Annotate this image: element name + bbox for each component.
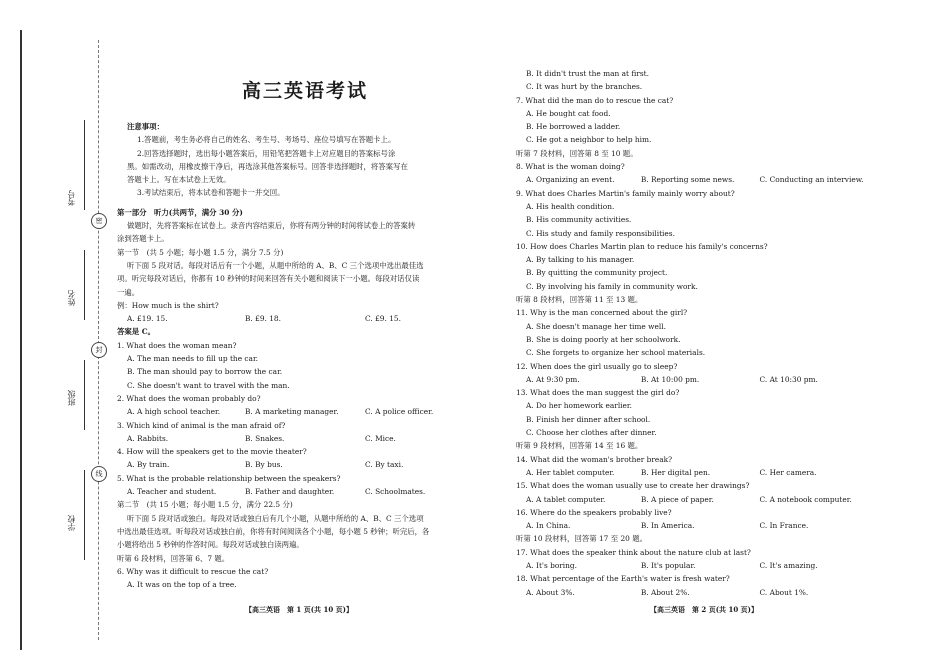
right-column [516,67,886,599]
material-heading: 听第 8 段材料，回答第 11 至 13 题。 [516,295,643,305]
option: A. The man needs to fill up the car. [127,354,259,364]
options-row [516,493,886,506]
question-14: 14. What did the woman's brother break? [516,454,673,464]
sidebar-rule [84,250,85,320]
option: A. It's boring. [526,560,578,570]
option: B. Snakes. [245,433,285,443]
option: C. £9. 15. [365,314,401,324]
options-row [516,466,886,479]
option: A. A tablet computer. [526,494,606,504]
option: B. His community activities. [526,215,632,225]
seal-mark: 密 [91,213,107,229]
question-5: 5. What is the probable relationship between the speakers? [117,473,341,483]
options-row [117,458,495,471]
option: C. At 10:30 pm. [759,374,818,384]
question-3: 3. Which kind of animal is the man afraid of? [117,420,286,430]
option: B. Reporting some news. [640,175,735,185]
material-heading: 听第 9 段材料，回答第 14 至 16 题。 [516,441,643,451]
exam-title: 高三英语考试 [241,80,368,102]
option: C. A notebook computer. [759,494,852,504]
option: C. Mice. [365,433,396,443]
option: A. Teacher and student. [127,487,217,497]
option: C. Conducting an interview. [759,175,864,185]
note-item: 黑。如需改动，用橡皮擦干净后，再选涂其他答案标号。回答非选择题时，将答案写在 [127,161,408,171]
section2-heading: 第二节 (共 15 小题；每小题 1.5 分，满分 22.5 分) [117,500,293,510]
binding-line [20,30,22,650]
option: A. Organizing an event. [526,175,615,185]
question-4: 4. How will the speakers get to the movie theater? [117,447,307,457]
options-row [516,559,886,572]
question-16: 16. Where do the speakers probably live? [516,507,672,517]
sidebar-label-name: 姓名 [67,290,76,306]
note-item: 1.答题前，考生务必将自己的姓名、考生号、考场号、座位号填写在答题卡上。 [137,135,396,145]
material-heading: 听第 6 段材料，回答第 6、7 题。 [117,553,230,563]
section2-intro: 听下面 5 段对话或独白。每段对话或独白后有几个小题，从题中所给的 A、B、C 三个选项 [127,513,424,523]
option: A. By talking to his manager. [526,255,635,265]
option: B. At 10:00 pm. [640,374,700,384]
question-12: 12. When does the girl usually go to sleep? [516,361,678,371]
section2-intro: 中选出最佳选项。听每段对话或独白前，你将有时间阅读各个小题，每小题 5 秒钟；听完后，各 [117,526,430,536]
option: B. £9. 18. [245,314,281,324]
seal-cut-line [98,40,99,640]
question-8: 8. What is the woman doing? [516,162,625,172]
example-question: 例：How much is the shirt? [117,300,219,310]
material-heading: 听第 7 段材料，回答第 8 至 10 题。 [516,148,638,158]
notes-heading: 注意事项： [127,122,164,131]
left-column [117,120,495,591]
question-17: 17. What does the speaker think about the nature club at last? [516,547,751,557]
option: B. A piece of paper. [640,494,714,504]
option: B. A marketing manager. [245,407,339,417]
part1-intro: 涂到答题卡上。 [117,234,169,244]
page-footer-right: 【高三英语 第 2 页(共 10 页)】 [650,605,758,614]
option: C. In France. [759,521,809,531]
sidebar-label-school: 学校 [67,515,76,531]
option: A. She doesn't manage her time well. [526,321,666,331]
options-row [117,485,495,498]
option: A. Do her homework earlier. [526,401,632,411]
option: C. Choose her clothes after dinner. [526,428,657,438]
option: A. Her tablet computer. [526,467,615,477]
material-heading: 听第 10 段材料，回答第 17 至 20 题。 [516,534,647,544]
option: C. She forgets to organize her school materials. [526,348,706,358]
option: C. He got a neighbor to help him. [526,135,652,145]
option: B. It's popular. [640,560,696,570]
example-answer: 答案是 C。 [117,327,156,337]
option: C. His study and family responsibilities. [526,228,675,238]
option: A. About 3%. [526,587,575,597]
example-options [117,312,495,325]
page-footer-left: 【高三英语 第 1 页(共 10 页)】 [245,605,353,614]
note-item: 3.考试结束后，将本试卷和答题卡一并交回。 [137,188,285,198]
question-11: 11. Why is the man concerned about the girl? [516,308,688,318]
option: B. It didn't trust the man at first. [526,69,649,78]
section1-heading: 第一节 (共 5 小题；每小题 1.5 分，满分 7.5 分) [117,247,284,257]
option: A. His health condition. [526,201,615,211]
option: C. Her camera. [759,467,817,477]
section2-intro: 小题将给出 5 秒钟的作答时间。每段对话或独白读两遍。 [117,540,304,550]
question-18: 18. What percentage of the Earth's water is fresh water? [516,574,730,584]
part1-heading: 第一部分 听力(共两节，满分 30 分) [117,207,243,217]
sidebar-label-class: 班级 [67,390,76,406]
option: B. By bus. [245,460,283,470]
option: B. The man should pay to borrow the car. [127,367,283,377]
note-item: 2.回答选择题时，选出每小题答案后，用铅笔把答题卡上对应题目的答案标号涂 [137,148,396,158]
option: A. He bought cat food. [526,108,611,118]
option: A. It was on the top of a tree. [127,580,237,590]
option: A. By train. [127,460,170,470]
option: C. It's amazing. [759,560,818,570]
options-row [516,586,886,599]
question-15: 15. What does the woman usually use to create her drawings? [516,481,750,491]
question-2: 2. What does the woman probably do? [117,393,261,403]
option: A. £19. 15. [127,314,168,324]
options-row [516,173,886,186]
option: B. In America. [640,521,695,531]
option: C. By involving his family in community work. [526,281,698,291]
option: B. About 2%. [640,587,690,597]
option: A. In China. [526,521,571,531]
option: B. By quitting the community project. [526,268,668,278]
question-1: 1. What does the woman mean? [117,340,237,350]
seal-mark: 封 [91,342,107,358]
sidebar-label-exam-no: 考号 [67,190,76,206]
option: C. By taxi. [365,460,404,470]
option: B. Father and daughter. [245,487,335,497]
option: B. He borrowed a ladder. [526,122,621,132]
question-7: 7. What did the man do to rescue the cat? [516,95,674,105]
option: B. She is doing poorly at her schoolwork. [526,334,681,344]
section1-intro: 项。听完每段对话后，你都有 10 秒钟的时间来回答有关小题和阅读下一小题。每段对话仅读 [117,274,420,284]
section1-intro: 听下面 5 段对话。每段对话后有一个小题，从题中所给的 A、B、C 三个选项中选出最佳选 [127,260,424,270]
question-6: 6. Why was it difficult to rescue the cat? [117,566,269,576]
question-13: 13. What does the man suggest the girl do? [516,388,680,398]
sidebar-rule [84,470,85,560]
options-row [516,519,886,532]
sidebar-rule [84,120,85,210]
section1-intro: 一遍。 [117,287,140,297]
option: C. Schoolmates. [365,487,426,497]
options-row [117,432,495,445]
options-row [516,373,886,386]
options-row [117,405,495,418]
question-9: 9. What does Charles Martin's family mainly worry about? [516,188,735,198]
option: C. A police officer. [365,407,434,417]
option: A. Rabbits. [127,433,169,443]
question-10: 10. How does Charles Martin plan to reduce his family's concerns? [516,241,768,251]
sidebar-rule [84,360,85,430]
option: A. A high school teacher. [127,407,221,417]
part1-intro: 做题时，先将答案标在试卷上。录音内容结束后，你将有两分钟的时间将试卷上的答案转 [127,221,416,231]
seal-mark: 线 [91,466,107,482]
option: C. It was hurt by the branches. [526,82,643,92]
option: B. Her digital pen. [640,467,711,477]
option: C. About 1%. [759,587,809,597]
note-item: 答题卡上。写在本试卷上无效。 [127,175,231,185]
option: B. Finish her dinner after school. [526,414,651,424]
option: C. She doesn't want to travel with the man. [127,380,290,390]
option: A. At 9:30 pm. [526,374,580,384]
